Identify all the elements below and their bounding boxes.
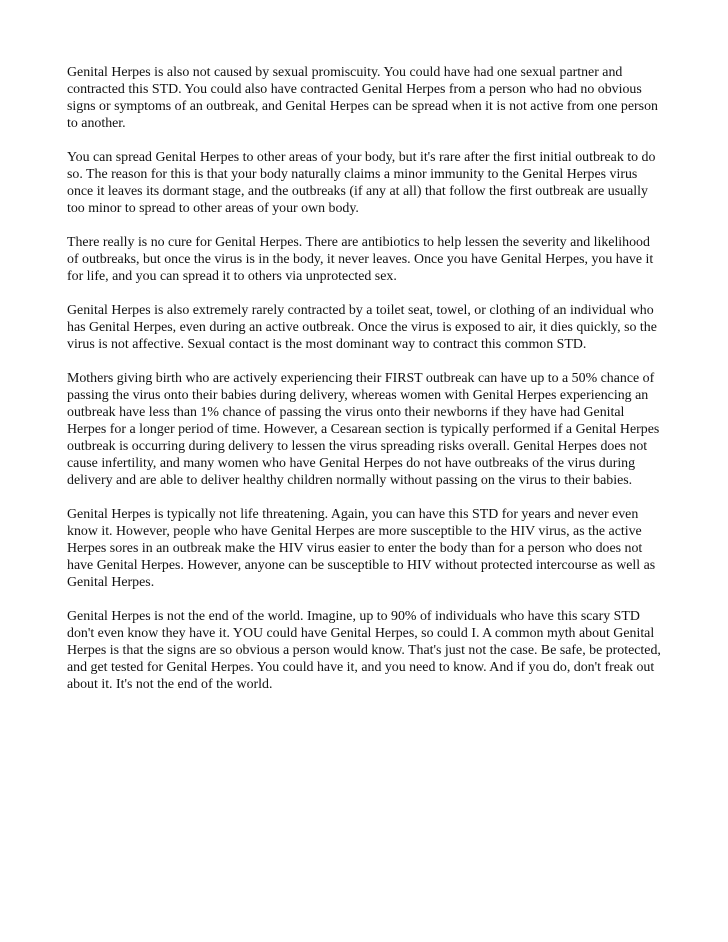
paragraph-3: There really is no cure for Genital Herpes. There are antibiotics to help lessen the severity and likelihood of outbreaks, but once the virus is in the body, it never leaves. Once you have Genital Herpes, you have it for life, and you can spread it to others via unprotected sex. (67, 235, 654, 284)
paragraph-1: Genital Herpes is also not caused by sexual promiscuity. You could have had one sexual partner and contracted this STD. You could also have contracted Genital Herpes from a person who had no obvious signs or symptoms of an outbreak, and Genital Herpes can be spread when it is not active from one person to another. (67, 65, 658, 131)
paragraph-2: You can spread Genital Herpes to other areas of your body, but it's rare after the first initial outbreak to do so. The reason for this is that your body naturally claims a minor immunity to the Genital Herpes virus once it leaves its dormant stage, and the outbreaks (if any at all) that follow the first outbreak are usually too minor to spread to other areas of your own body. (67, 150, 656, 216)
paragraph-4: Genital Herpes is also extremely rarely contracted by a toilet seat, towel, or clothing of an individual who has Genital Herpes, even during an active outbreak. Once the virus is exposed to air, it dies quickly, so the virus is not affective. Sexual contact is the most dominant way to contract this common STD. (67, 303, 657, 352)
document-body (67, 64, 663, 710)
paragraph-6: Genital Herpes is typically not life threatening. Again, you can have this STD for years and never even know it. However, people who have Genital Herpes are more susceptible to the HIV virus, as the active Herpes sores in an outbreak make the HIV virus easier to enter the body than for a person who does not have Genital Herpes. However, anyone can be susceptible to HIV without protected intercourse as well as Genital Herpes. (67, 507, 656, 590)
paragraph-5: Mothers giving birth who are actively experiencing their FIRST outbreak can have up to a 50% chance of passing the virus onto their babies during delivery, whereas women with Genital Herpes experiencing an outbreak have less than 1% chance of passing the virus onto their newborns if they have had Genital Herpes for a longer period of time. However, a Cesarean section is typically performed if a Genital Herpes outbreak is occurring during delivery to lessen the virus spreading risks overall. Genital Herpes does not cause infertility, and many women who have Genital Herpes do not have outbreaks of the virus during delivery and are able to deliver healthy children normally without passing on the virus to their babies. (67, 371, 660, 488)
paragraph-7: Genital Herpes is not the end of the world. Imagine, up to 90% of individuals who have this scary STD don't even know they have it. YOU could have Genital Herpes, so could I. A common myth about Genital Herpes is that the signs are so obvious a person would know. That's just not the case. Be safe, be protected, and get tested for Genital Herpes. You could have it, and you need to know. And if you do, don't freak out about it. It's not the end of the world. (67, 609, 661, 692)
